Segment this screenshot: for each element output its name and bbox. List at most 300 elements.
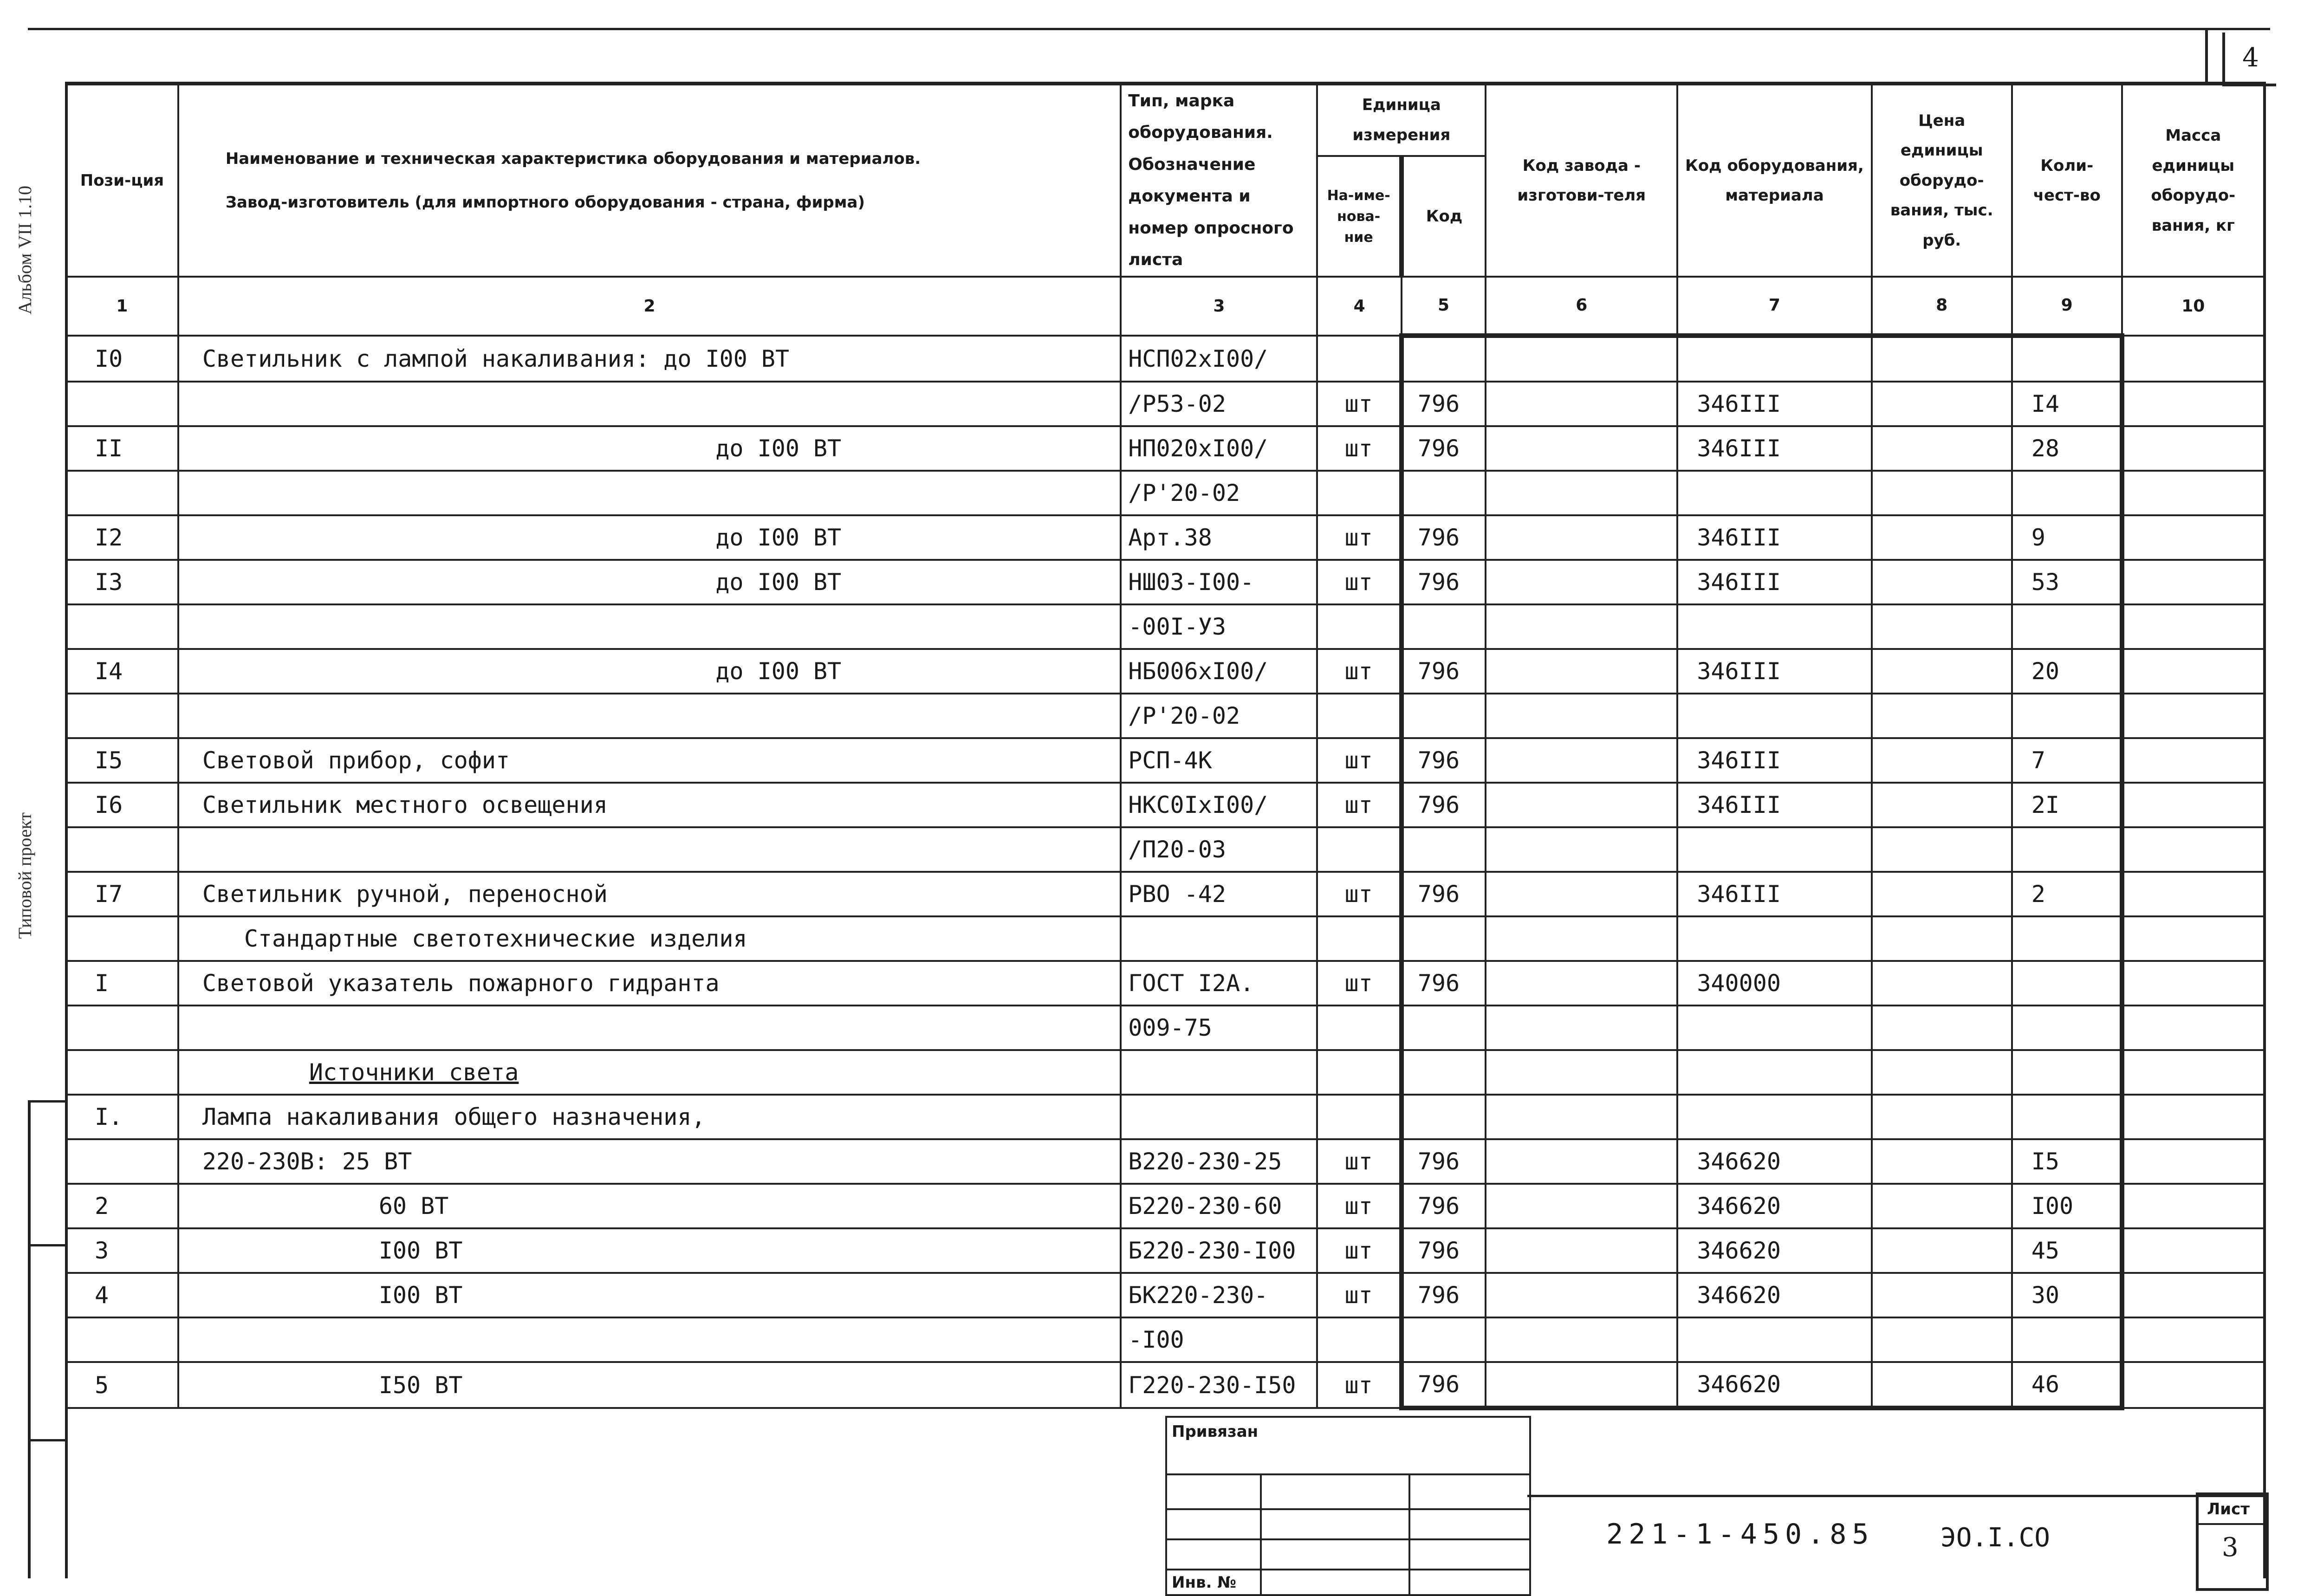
cell-factory-code (1486, 738, 1677, 783)
cell-unit-code: 796 (1402, 783, 1486, 827)
cell-unit-code: 796 (1402, 382, 1486, 426)
cell-price (1872, 649, 2012, 694)
cell-unit-name (1317, 471, 1401, 515)
cell-type: РСП-4К (1121, 738, 1317, 783)
cell-unit-name: шт (1317, 1228, 1401, 1273)
cell-mass (2122, 1273, 2265, 1317)
table-row (66, 827, 2265, 872)
cell-type: НБ006хI00/ (1121, 649, 1317, 694)
cell-type: /П20-03 (1121, 827, 1317, 872)
cell-type: В220-230-25 (1121, 1139, 1317, 1184)
cell-quantity (2012, 604, 2122, 649)
cell-unit-name: шт (1317, 515, 1401, 560)
cell-unit-code (1402, 1050, 1486, 1095)
header-type: Тип, марка оборудования. Обозначение документа и номер опросного листа (1121, 84, 1317, 277)
cell-position (66, 694, 178, 738)
cell-unit-code (1402, 827, 1486, 872)
cell-mass (2122, 1184, 2265, 1228)
cell-mass (2122, 1095, 2265, 1139)
cell-name: I00 ВТ (178, 1228, 1121, 1273)
cell-name (178, 382, 1121, 426)
cell-type: Арт.38 (1121, 515, 1317, 560)
stamp-line-1 (1167, 1473, 1529, 1475)
cell-equipment-code (1677, 694, 1871, 738)
cell-equipment-code: 346III (1677, 738, 1871, 783)
cell-position: I7 (66, 872, 178, 916)
header-quantity: Коли-чест-во (2012, 84, 2122, 277)
cell-position (66, 382, 178, 426)
table-row (66, 336, 2265, 382)
cell-equipment-code (1677, 1317, 1871, 1362)
binding-stamp-label: Привязан (1172, 1422, 1259, 1441)
cell-unit-name (1317, 1095, 1401, 1139)
cell-name (178, 694, 1121, 738)
cell-quantity: 20 (2012, 649, 2122, 694)
header-position: Пози-ция (66, 84, 178, 277)
cell-type: Б220-230-60 (1121, 1184, 1317, 1228)
table-row (66, 649, 2265, 694)
side-label-album: Альбом VII 1.10 (14, 186, 35, 315)
cell-name: I00 ВТ (178, 1273, 1121, 1317)
cell-type (1121, 916, 1317, 961)
cell-factory-code (1486, 1362, 1677, 1408)
cell-mass (2122, 471, 2265, 515)
cell-equipment-code (1677, 1006, 1871, 1050)
cell-equipment-code: 346620 (1677, 1139, 1871, 1184)
table-row (66, 872, 2265, 916)
table-row (66, 1273, 2265, 1317)
cell-price (1872, 1006, 2012, 1050)
cell-type: Г220-230-I50 (1121, 1362, 1317, 1408)
cell-unit-code: 796 (1402, 515, 1486, 560)
cell-equipment-code: 346620 (1677, 1184, 1871, 1228)
specification-body (66, 336, 2265, 1408)
cell-price (1872, 1362, 2012, 1408)
table-row (66, 382, 2265, 426)
cell-unit-name (1317, 827, 1401, 872)
cell-unit-name: шт (1317, 649, 1401, 694)
cell-quantity (2012, 336, 2122, 382)
cell-unit-name (1317, 336, 1401, 382)
cell-factory-code (1486, 961, 1677, 1006)
header-unit-name: На-име-нова-ние (1317, 156, 1401, 277)
cell-name: до I00 ВТ (178, 560, 1121, 604)
cell-position (66, 916, 178, 961)
cell-quantity: 7 (2012, 738, 2122, 783)
cell-type (1121, 1050, 1317, 1095)
cell-equipment-code: 346III (1677, 649, 1871, 694)
cell-unit-name (1317, 1317, 1401, 1362)
specification-table (65, 84, 2265, 1410)
frame-top (28, 28, 2270, 30)
cell-name: 220-230В: 25 ВТ (178, 1139, 1121, 1184)
cell-position (66, 471, 178, 515)
cell-equipment-code: 346III (1677, 560, 1871, 604)
table-row (66, 1095, 2265, 1139)
cell-position: I3 (66, 560, 178, 604)
cell-equipment-code: 346620 (1677, 1362, 1871, 1408)
cell-mass (2122, 827, 2265, 872)
frame-right-outer (2205, 28, 2208, 84)
cell-equipment-code: 346620 (1677, 1273, 1871, 1317)
cell-price (1872, 872, 2012, 916)
cell-factory-code (1486, 515, 1677, 560)
cell-position: I (66, 961, 178, 1006)
header-unit-code: Код (1402, 156, 1486, 277)
cell-unit-name (1317, 1006, 1401, 1050)
cell-unit-code: 796 (1402, 1228, 1486, 1273)
cell-unit-name: шт (1317, 426, 1401, 471)
cell-quantity (2012, 1095, 2122, 1139)
cell-unit-name: шт (1317, 1273, 1401, 1317)
cell-equipment-code: 346III (1677, 382, 1871, 426)
cell-unit-code: 796 (1402, 961, 1486, 1006)
cell-unit-name: шт (1317, 738, 1401, 783)
cell-unit-code (1402, 1095, 1486, 1139)
cell-price (1872, 1317, 2012, 1362)
cell-position: I. (66, 1095, 178, 1139)
cell-unit-name (1317, 1050, 1401, 1095)
document-mark: ЭО.I.СО (1941, 1523, 2051, 1553)
cell-unit-code: 796 (1402, 738, 1486, 783)
cell-unit-code: 796 (1402, 1273, 1486, 1317)
cell-type: НСП02хI00/ (1121, 336, 1317, 382)
cell-price (1872, 1273, 2012, 1317)
cell-position: I6 (66, 783, 178, 827)
cell-factory-code (1486, 471, 1677, 515)
cell-quantity: 46 (2012, 1362, 2122, 1408)
header-name-sub: Завод-изготовитель (для импортного оборудования - страна, фирма) (225, 193, 865, 212)
col-num-1: 1 (66, 277, 178, 336)
sheet-list-number: 3 (2222, 1532, 2239, 1563)
cell-position (66, 604, 178, 649)
cell-factory-code (1486, 560, 1677, 604)
cell-quantity: I00 (2012, 1184, 2122, 1228)
cell-equipment-code (1677, 1095, 1871, 1139)
cell-name: I50 ВТ (178, 1362, 1121, 1408)
cell-mass (2122, 916, 2265, 961)
cell-unit-code: 796 (1402, 1362, 1486, 1408)
cell-type: 009-75 (1121, 1006, 1317, 1050)
cell-factory-code (1486, 1273, 1677, 1317)
cell-unit-code (1402, 471, 1486, 515)
cell-unit-code: 796 (1402, 1139, 1486, 1184)
side-label-project: Типовой проект (14, 812, 35, 939)
cell-price (1872, 827, 2012, 872)
cell-unit-code: 796 (1402, 1184, 1486, 1228)
header-row (66, 84, 2265, 156)
cell-factory-code (1486, 1139, 1677, 1184)
cell-mass (2122, 783, 2265, 827)
cell-factory-code (1486, 649, 1677, 694)
cell-equipment-code (1677, 1050, 1871, 1095)
sheet-list-box (2196, 1492, 2269, 1591)
cell-mass (2122, 649, 2265, 694)
cell-quantity: 28 (2012, 426, 2122, 471)
cell-type: НП020хI00/ (1121, 426, 1317, 471)
table-row (66, 560, 2265, 604)
cell-unit-name (1317, 916, 1401, 961)
document-code: 221-1-450.85 (1606, 1518, 1875, 1551)
header-name (178, 84, 1121, 277)
cell-unit-name: шт (1317, 1139, 1401, 1184)
cell-price (1872, 336, 2012, 382)
cell-factory-code (1486, 1184, 1677, 1228)
cell-unit-code (1402, 604, 1486, 649)
cell-unit-name: шт (1317, 872, 1401, 916)
cell-position (66, 1050, 178, 1095)
cell-equipment-code (1677, 604, 1871, 649)
cell-unit-code: 796 (1402, 649, 1486, 694)
table-row (66, 916, 2265, 961)
cell-price (1872, 471, 2012, 515)
sheet-number: 4 (2222, 32, 2276, 86)
cell-name: до I00 ВТ (178, 515, 1121, 560)
cell-quantity (2012, 827, 2122, 872)
cell-price (1872, 426, 2012, 471)
sheet-list-label: Лист (2207, 1500, 2250, 1518)
cell-equipment-code (1677, 827, 1871, 872)
cell-factory-code (1486, 872, 1677, 916)
cell-mass (2122, 1050, 2265, 1095)
cell-factory-code (1486, 1228, 1677, 1273)
cell-unit-name: шт (1317, 1362, 1401, 1408)
cell-name: Светильник местного освещения (178, 783, 1121, 827)
cell-price (1872, 1139, 2012, 1184)
cell-unit-code (1402, 1317, 1486, 1362)
cell-position (66, 1317, 178, 1362)
cell-position: I5 (66, 738, 178, 783)
cell-price (1872, 560, 2012, 604)
cell-quantity (2012, 694, 2122, 738)
cell-type: /Р'20-02 (1121, 471, 1317, 515)
table-row (66, 515, 2265, 560)
cell-type: Б220-230-I00 (1121, 1228, 1317, 1273)
cell-factory-code (1486, 783, 1677, 827)
table-row (66, 1050, 2265, 1095)
cell-type: /Р'20-02 (1121, 694, 1317, 738)
table-row (66, 1184, 2265, 1228)
cell-quantity: 53 (2012, 560, 2122, 604)
stamp-vline-2 (1408, 1473, 1410, 1594)
cell-unit-code: 796 (1402, 872, 1486, 916)
column-number-row (66, 277, 2265, 336)
table-row (66, 783, 2265, 827)
cell-price (1872, 961, 2012, 1006)
col-num-5: 5 (1402, 277, 1486, 336)
table-row (66, 1317, 2265, 1362)
cell-mass (2122, 382, 2265, 426)
cell-position: 4 (66, 1273, 178, 1317)
cell-quantity: I5 (2012, 1139, 2122, 1184)
cell-unit-name (1317, 694, 1401, 738)
cell-name: Световой указатель пожарного гидранта (178, 961, 1121, 1006)
cell-unit-name: шт (1317, 382, 1401, 426)
stamp-vline-1 (1260, 1473, 1262, 1594)
cell-position: I2 (66, 515, 178, 560)
header-unit-group: Единица измерения (1317, 84, 1486, 156)
cell-mass (2122, 560, 2265, 604)
cell-mass (2122, 872, 2265, 916)
cell-mass (2122, 426, 2265, 471)
cell-quantity: 2I (2012, 783, 2122, 827)
cell-mass (2122, 694, 2265, 738)
cell-name: Светильник с лампой накаливания: до I00 ВТ (178, 336, 1121, 382)
cell-position: II (66, 426, 178, 471)
cell-price (1872, 1184, 2012, 1228)
cell-equipment-code (1677, 916, 1871, 961)
cell-equipment-code: 346III (1677, 783, 1871, 827)
cell-unit-code (1402, 916, 1486, 961)
table-row (66, 1228, 2265, 1273)
cell-position (66, 1006, 178, 1050)
cell-type: ГОСТ I2А. (1121, 961, 1317, 1006)
cell-type: НКС0IхI00/ (1121, 783, 1317, 827)
col-num-9: 9 (2012, 277, 2122, 336)
cell-type: БК220-230- (1121, 1273, 1317, 1317)
cell-name: Светильник ручной, переносной (178, 872, 1121, 916)
cell-unit-name: шт (1317, 1184, 1401, 1228)
cell-factory-code (1486, 1006, 1677, 1050)
cell-factory-code (1486, 426, 1677, 471)
cell-equipment-code: 346620 (1677, 1228, 1871, 1273)
col-num-6: 6 (1486, 277, 1677, 336)
cell-position: I0 (66, 336, 178, 382)
col-num-4: 4 (1317, 277, 1401, 336)
cell-equipment-code: 346III (1677, 426, 1871, 471)
cell-type: НШ03-I00- (1121, 560, 1317, 604)
cell-price (1872, 738, 2012, 783)
table-row (66, 961, 2265, 1006)
cell-name: до I00 ВТ (178, 649, 1121, 694)
table-row (66, 1139, 2265, 1184)
stamp-line-4 (1167, 1569, 1529, 1570)
cell-position: I4 (66, 649, 178, 694)
cell-name (178, 1317, 1121, 1362)
header-name-main: Наименование и техническая характеристика оборудования и материалов. (225, 149, 921, 168)
table-row (66, 471, 2265, 515)
cell-unit-name: шт (1317, 560, 1401, 604)
col-num-10: 10 (2122, 277, 2265, 336)
cell-quantity: 2 (2012, 872, 2122, 916)
cell-factory-code (1486, 336, 1677, 382)
cell-name (178, 604, 1121, 649)
cell-factory-code (1486, 1317, 1677, 1362)
cell-name (178, 1006, 1121, 1050)
table-row (66, 1362, 2265, 1408)
cell-name: до I00 ВТ (178, 426, 1121, 471)
cell-quantity (2012, 916, 2122, 961)
frame-margin-tick-2 (28, 1244, 65, 1246)
cell-mass (2122, 604, 2265, 649)
cell-name: Световой прибор, софит (178, 738, 1121, 783)
cell-mass (2122, 1317, 2265, 1362)
cell-quantity (2012, 471, 2122, 515)
cell-mass (2122, 336, 2265, 382)
cell-name: Стандартные светотехнические изделия (178, 916, 1121, 961)
cell-unit-code (1402, 1006, 1486, 1050)
title-block-top (1527, 1495, 2265, 1497)
col-num-7: 7 (1677, 277, 1871, 336)
col-num-3: 3 (1121, 277, 1317, 336)
cell-name (178, 471, 1121, 515)
cell-quantity: I4 (2012, 382, 2122, 426)
frame-margin-left (28, 1100, 31, 1578)
cell-unit-code: 796 (1402, 426, 1486, 471)
cell-unit-name: шт (1317, 783, 1401, 827)
table-row (66, 426, 2265, 471)
cell-position: 5 (66, 1362, 178, 1408)
cell-quantity: 9 (2012, 515, 2122, 560)
cell-equipment-code (1677, 471, 1871, 515)
cell-mass (2122, 1006, 2265, 1050)
cell-price (1872, 382, 2012, 426)
cell-position: 2 (66, 1184, 178, 1228)
cell-unit-code (1402, 694, 1486, 738)
header-factory-code: Код завода - изготови-теля (1486, 84, 1677, 277)
cell-price (1872, 1095, 2012, 1139)
cell-mass (2122, 515, 2265, 560)
cell-mass (2122, 1139, 2265, 1184)
cell-unit-name (1317, 604, 1401, 649)
stamp-line-2 (1167, 1508, 1529, 1510)
cell-quantity: 45 (2012, 1228, 2122, 1273)
table-row (66, 604, 2265, 649)
cell-equipment-code: 346III (1677, 515, 1871, 560)
sheet-list-divider (2199, 1523, 2266, 1525)
cell-factory-code (1486, 1050, 1677, 1095)
col-num-8: 8 (1872, 277, 2012, 336)
cell-type: -I00 (1121, 1317, 1317, 1362)
cell-price (1872, 783, 2012, 827)
cell-price (1872, 916, 2012, 961)
cell-quantity (2012, 1050, 2122, 1095)
cell-price (1872, 604, 2012, 649)
cell-mass (2122, 1228, 2265, 1273)
cell-type: -00I-У3 (1121, 604, 1317, 649)
cell-mass (2122, 738, 2265, 783)
header-mass: Масса единицы оборудо-вания, кг (2122, 84, 2265, 277)
header-equipment-code: Код оборудования, материала (1677, 84, 1871, 277)
cell-type (1121, 1095, 1317, 1139)
table-row (66, 1006, 2265, 1050)
cell-factory-code (1486, 827, 1677, 872)
cell-factory-code (1486, 694, 1677, 738)
cell-mass (2122, 1362, 2265, 1408)
cell-unit-name: шт (1317, 961, 1401, 1006)
cell-equipment-code (1677, 336, 1871, 382)
cell-factory-code (1486, 382, 1677, 426)
col-num-2: 2 (178, 277, 1121, 336)
frame-margin-tick-3 (28, 1439, 65, 1441)
cell-position (66, 827, 178, 872)
inventory-label: Инв. № (1172, 1573, 1237, 1592)
cell-equipment-code: 340000 (1677, 961, 1871, 1006)
cell-equipment-code: 346III (1677, 872, 1871, 916)
cell-name: Источники света (178, 1050, 1121, 1095)
cell-unit-code (1402, 336, 1486, 382)
cell-type: /Р53-02 (1121, 382, 1317, 426)
cell-price (1872, 1228, 2012, 1273)
cell-price (1872, 694, 2012, 738)
cell-factory-code (1486, 604, 1677, 649)
cell-factory-code (1486, 1095, 1677, 1139)
cell-price (1872, 515, 2012, 560)
header-price: Цена единицы оборудо-вания, тыс. руб. (1872, 84, 2012, 277)
stamp-line-3 (1167, 1538, 1529, 1540)
cell-name (178, 827, 1121, 872)
cell-quantity (2012, 1006, 2122, 1050)
